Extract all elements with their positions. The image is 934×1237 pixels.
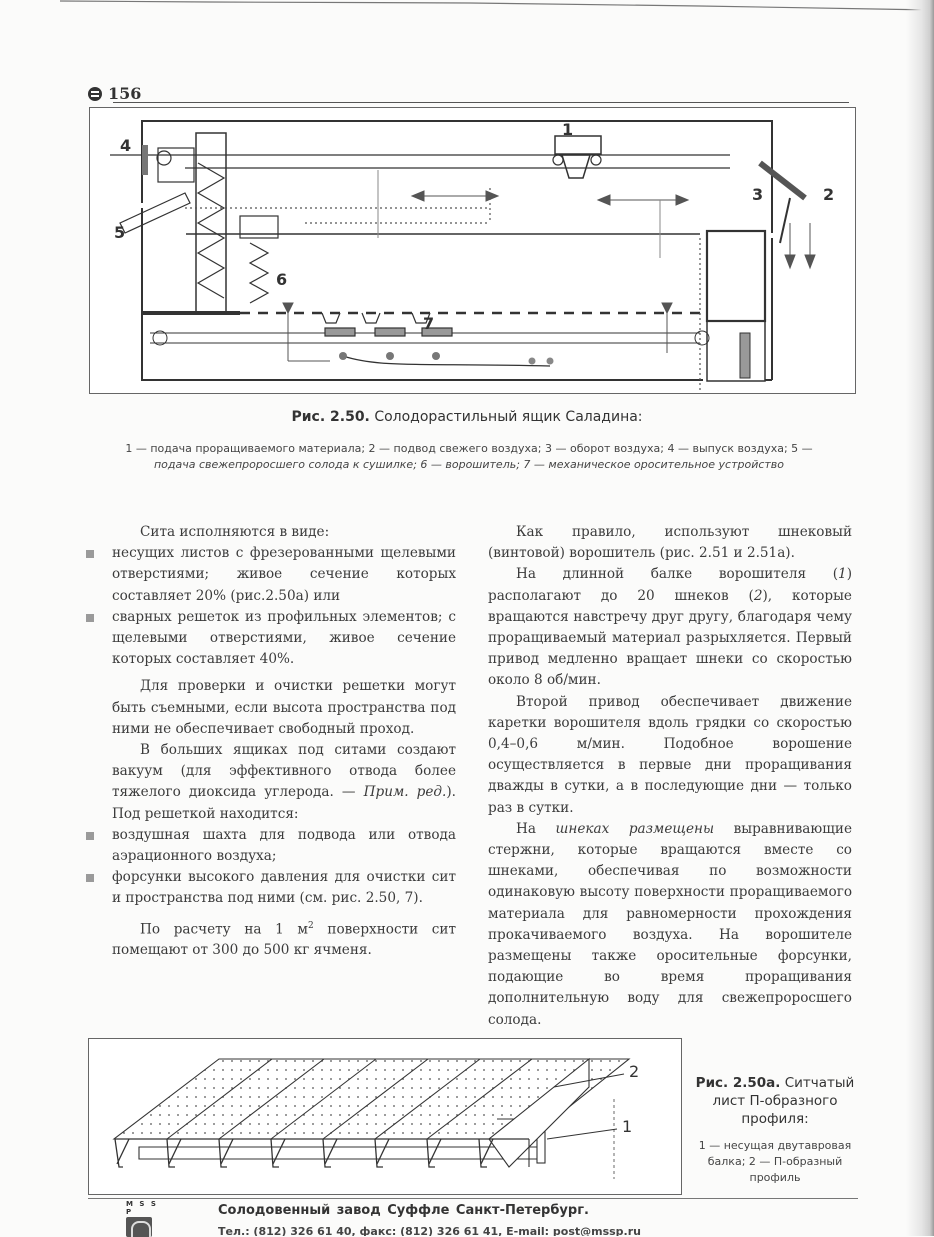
scan-top-edge [0, 0, 934, 12]
figure-250a-legend: 1 — несущая двутавровая балка; 2 — П-образный профиль [698, 1139, 852, 1184]
figure-250-legend-line2: подача свежепроросшего солода к сушилке; 6 — ворошитель; 7 — механическое оросительное устройство [153, 458, 785, 471]
paragraph-screws [488, 564, 852, 691]
paragraph: Второй привод обеспечивает движение каретки ворошителя вдоль грядки со скоростью 0,4–0,6 м/мин. Подобное ворошение осуществляется в первые дни проращивания дважды в сутки, а в последующие дни — только раз в сутки. [488, 693, 852, 816]
square-bullet-icon [86, 874, 94, 882]
text: выравнивающие стержни, которые вращаются вместе со шнеками, обеспечивая по возможности одинаковую высоту поверхности проращиваемого материала для равномерности прохождения прокачиваемого воздуха. На ворошителе размещены также оросительные форсунки, подающие во время проращивания дополнительную воду для свежепроросшего солода. [488, 820, 852, 1028]
label-1: 1 [622, 1117, 633, 1136]
page-number-text: 156 [108, 84, 142, 103]
superscript: 2 [308, 920, 314, 931]
figure-250a-title-text: Ситчатый лист П-образного профиля: [712, 1075, 855, 1127]
list-item [112, 543, 456, 607]
figure-250a-number: Рис. 2.50а. [695, 1075, 781, 1091]
svg-text:5: 5 [114, 223, 126, 242]
list-item [112, 867, 456, 909]
page-number [88, 84, 141, 103]
svg-text:4: 4 [120, 136, 132, 155]
figure-250-legend-line1: 1 — подача проращиваемого материала; 2 — подвод свежего воздуха; 3 — оборот воздуха; 4 — выпуск воздуха; 5 — [125, 442, 813, 455]
svg-text:2: 2 [823, 185, 835, 204]
text: ), которые вращаются навстречу друг другу, благодаря чему проращиваемый материал разрыхляется. Первый привод медленно вращает шнеки со скоростью около 8 об/мин. [488, 587, 852, 689]
svg-text:3: 3 [752, 185, 764, 204]
paragraph-load [112, 916, 456, 962]
paragraph: Как правило, используют шнековый (винтовой) ворошитель (рис. 2.51 и 2.51а). [488, 524, 852, 562]
figure-250-title: Солодорастильный ящик Саладина: [374, 409, 643, 425]
logo-text: M S S P [126, 1200, 158, 1216]
sieve-sheet-diagram [89, 1039, 681, 1194]
list-item [112, 825, 456, 867]
figure-250a-caption [690, 1074, 860, 1186]
text: По расчету на 1 м [140, 921, 309, 938]
square-bullet-icon [86, 832, 94, 840]
list-item-text: форсунки высокого давления для очистки сит и пространства под ними (см. рис. 2.50, 7). [112, 869, 456, 907]
svg-text:1: 1 [562, 120, 574, 139]
paragraph-levelers [488, 819, 852, 1031]
label-2: 2 [629, 1062, 640, 1081]
footer-company-title: Солодовенный завод Суффле Санкт-Петербург. [218, 1203, 589, 1218]
sieves-intro: Сита исполняются в виде: [140, 524, 330, 540]
ref-number: 2 [753, 587, 763, 604]
page-badge-icon [88, 87, 102, 101]
footer-contact: Тел.: (812) 326 61 40, факс: (812) 326 61 41, E-mail: post@mssp.ru [218, 1225, 641, 1236]
figure-saladin-box [89, 107, 856, 394]
figure-250-number: Рис. 2.50. [291, 409, 370, 425]
paragraph-vacuum [112, 740, 456, 825]
text: ). Под решеткой находится: [112, 784, 456, 822]
list-item [112, 607, 456, 671]
under-grate-list [112, 825, 456, 910]
text: На длинной балке ворошителя ( [516, 566, 839, 583]
sieve-types-list [112, 543, 456, 670]
square-bullet-icon [86, 614, 94, 622]
left-text-column [112, 522, 456, 962]
text: На [516, 820, 556, 837]
ref-number: 1 [838, 566, 847, 583]
text: поверхности сит помещают от 300 до 500 кг ячменя. [112, 921, 456, 959]
book-spine-shadow [906, 0, 934, 1236]
text: ) располагают до 20 шнеков ( [488, 566, 852, 604]
figure-250-legend [84, 441, 854, 473]
saladin-box-diagram [90, 108, 855, 393]
svg-text:6: 6 [276, 270, 288, 289]
figure-sieve-sheet [88, 1038, 682, 1195]
right-text-column [488, 522, 852, 1031]
logo-emblem-icon [126, 1217, 152, 1237]
paragraph: Для проверки и очистки решетки могут быть съемными, если высота пространства под ними не обеспечивает свободный проход. [112, 678, 456, 737]
footer-rule [88, 1198, 858, 1199]
mssp-logo [126, 1200, 168, 1236]
list-item-text: несущих листов с фрезерованными щелевыми отверстиями; живое сечение которых составляет 20% (рис.2.50а) или [112, 545, 456, 604]
square-bullet-icon [86, 550, 94, 558]
header-rule [113, 102, 849, 103]
figure-250a-title [690, 1074, 860, 1128]
text: В больших ящиках под ситами создают вакуум (для эффективного отвода более тяжелого диоксида углерода. — [112, 742, 456, 801]
svg-text:7: 7 [423, 314, 435, 333]
editor-note: Прим. ред. [363, 784, 447, 801]
list-item-text: сварных решеток из профильных элементов; с щелевыми отверстиями, живое сечение которых составляет 40%. [112, 608, 456, 668]
list-item-text: воздушная шахта для подвода или отвода аэрационного воздуха; [112, 826, 456, 865]
emphasis: шнеках размещены [555, 820, 715, 837]
figure-250-caption [0, 409, 934, 425]
